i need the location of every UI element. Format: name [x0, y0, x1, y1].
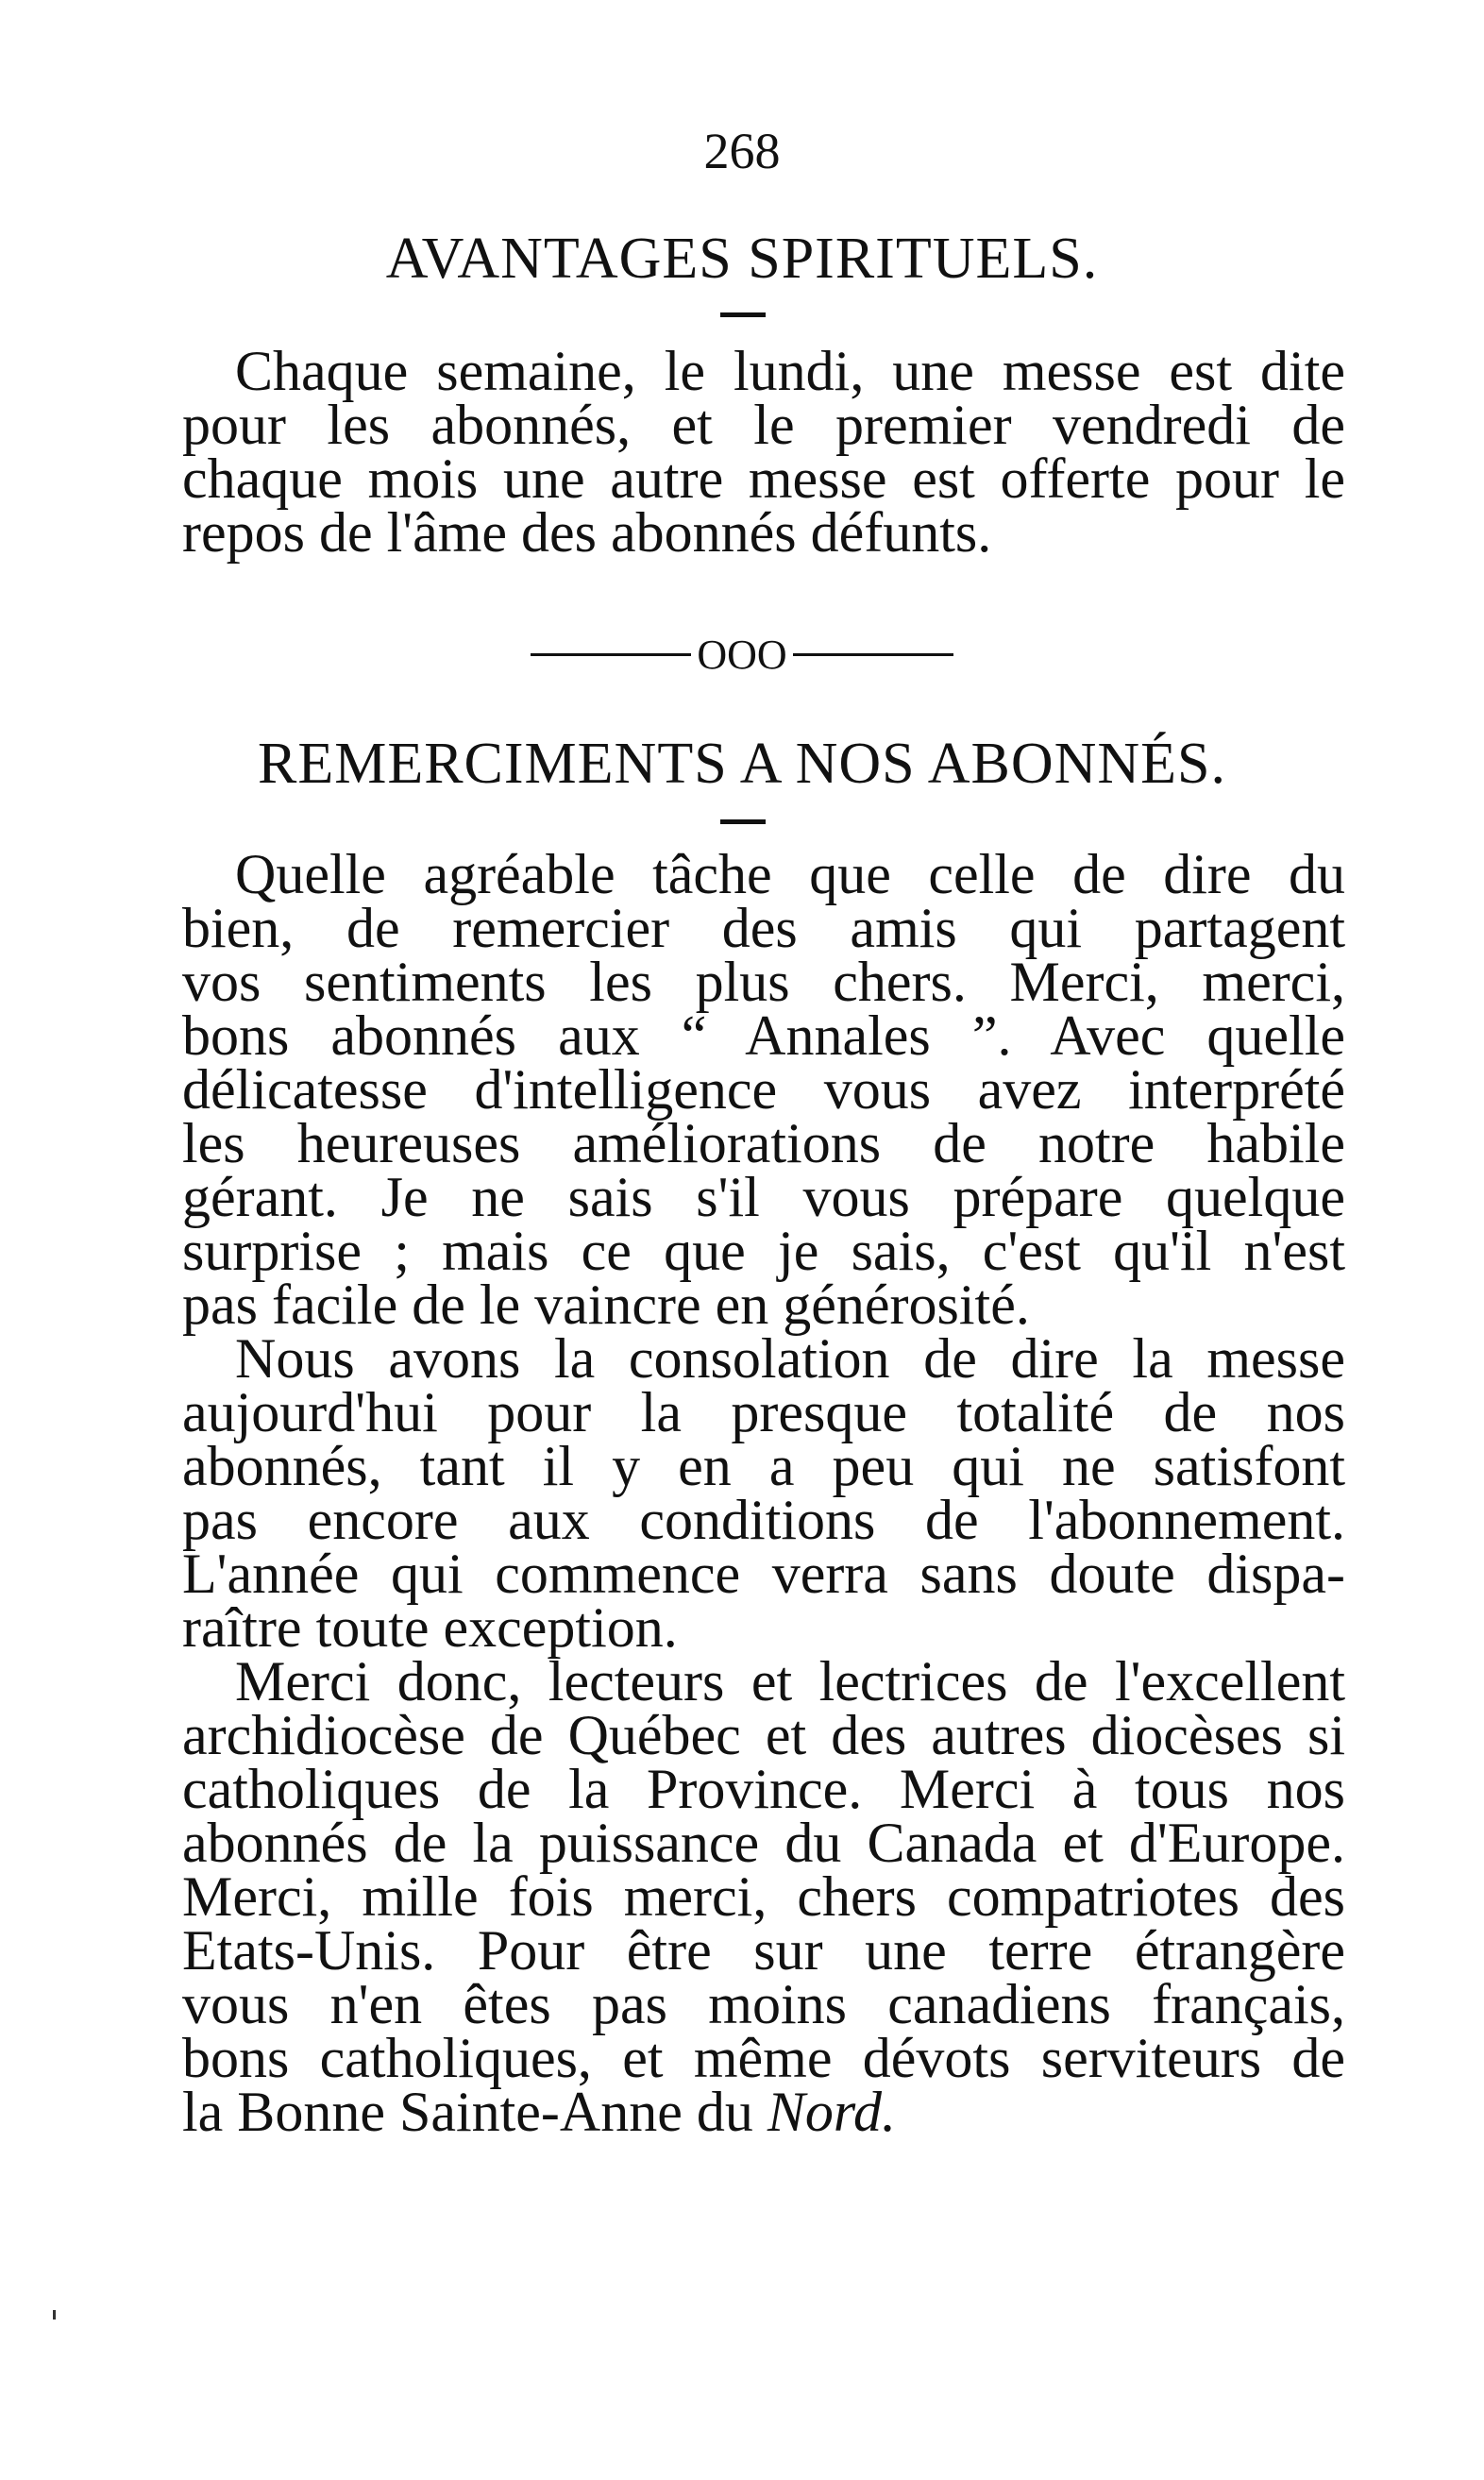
- section-separator: [0, 628, 1484, 679]
- text-line: délicatesse d'intelligence vous avez interprété: [182, 1058, 1345, 1121]
- text-line: chaque mois une autre messe est offerte pour le: [182, 447, 1345, 510]
- text-line: Quelle agréable tâche que celle de dire du: [235, 843, 1345, 905]
- paragraph: [182, 1650, 1345, 2143]
- text-line: bons catholiques, et même dévots serviteurs de: [182, 2027, 1345, 2089]
- text-line: aujourd'hui pour la presque totalité de nos: [182, 1381, 1345, 1443]
- text-line: archidiocèse de Québec et des autres diocèses si: [182, 1704, 1345, 1766]
- separator-rule-left: [531, 653, 691, 656]
- paragraph: [182, 340, 1345, 564]
- paragraph: [182, 1327, 1345, 1659]
- separator-ornament: OOO: [697, 631, 787, 678]
- final-line-italic-word: Nord.: [767, 2081, 897, 2143]
- final-line-text: la Bonne Sainte-Anne du: [182, 2081, 767, 2143]
- paragraph: [182, 843, 1345, 1336]
- section-title-avantages: AVANTAGES SPIRITUELS.: [385, 227, 1099, 291]
- text-line: Nous avons la consolation de dire la messe: [235, 1327, 1345, 1390]
- text-line: bien, de remercier des amis qui partagent: [182, 897, 1345, 959]
- separator-rule-right: [793, 653, 953, 656]
- text-line: catholiques de la Province. Merci à tous nos: [182, 1758, 1345, 1820]
- text-line: gérant. Je ne sais s'il vous prépare quelque: [182, 1166, 1345, 1228]
- section-remerciments-body: [182, 843, 1345, 2143]
- text-line: abonnés de la puissance du Canada et d'Europe.: [182, 1812, 1345, 1874]
- section-title-remerciments: REMERCIMENTS A NOS ABONNÉS.: [257, 732, 1227, 796]
- stray-ink-mark: [53, 2310, 56, 2320]
- text-line: repos de l'âme des abonnés défunts.: [182, 501, 992, 564]
- text-line: pour les abonnés, et le premier vendredi de: [182, 394, 1345, 456]
- text-line: pas facile de le vaincre en générosité.: [182, 1274, 1030, 1336]
- text-line: Merci, mille fois merci, chers compatriotes des: [182, 1865, 1345, 1928]
- text-line: abonnés, tant il y en a peu qui ne satisfont: [182, 1435, 1345, 1497]
- page-number: 268: [703, 123, 781, 179]
- text-line: vous n'en êtes pas moins canadiens français,: [182, 1973, 1345, 2035]
- title-dash: [720, 312, 766, 317]
- text-line: Chaque semaine, le lundi, une messe est dite: [235, 340, 1345, 402]
- text-line: pas encore aux conditions de l'abonnement.: [182, 1489, 1345, 1551]
- text-line-final: [182, 2081, 1345, 2143]
- text-line: surprise ; mais ce que je sais, c'est qu'il n'est: [182, 1220, 1345, 1282]
- section-avantages-body: [182, 340, 1345, 564]
- title-dash: [720, 819, 766, 824]
- text-line: Merci donc, lecteurs et lectrices de l'excellent: [235, 1650, 1345, 1712]
- text-line: vos sentiments les plus chers. Merci, merci,: [182, 951, 1345, 1013]
- text-line: Etats-Unis. Pour être sur une terre étrangère: [182, 1919, 1345, 1982]
- text-line: raître toute exception.: [182, 1596, 678, 1659]
- text-line: bons abonnés aux “ Annales ”. Avec quelle: [182, 1004, 1345, 1067]
- text-line: les heureuses améliorations de notre habile: [182, 1112, 1345, 1174]
- text-line: L'année qui commence verra sans doute dispa-: [182, 1543, 1345, 1605]
